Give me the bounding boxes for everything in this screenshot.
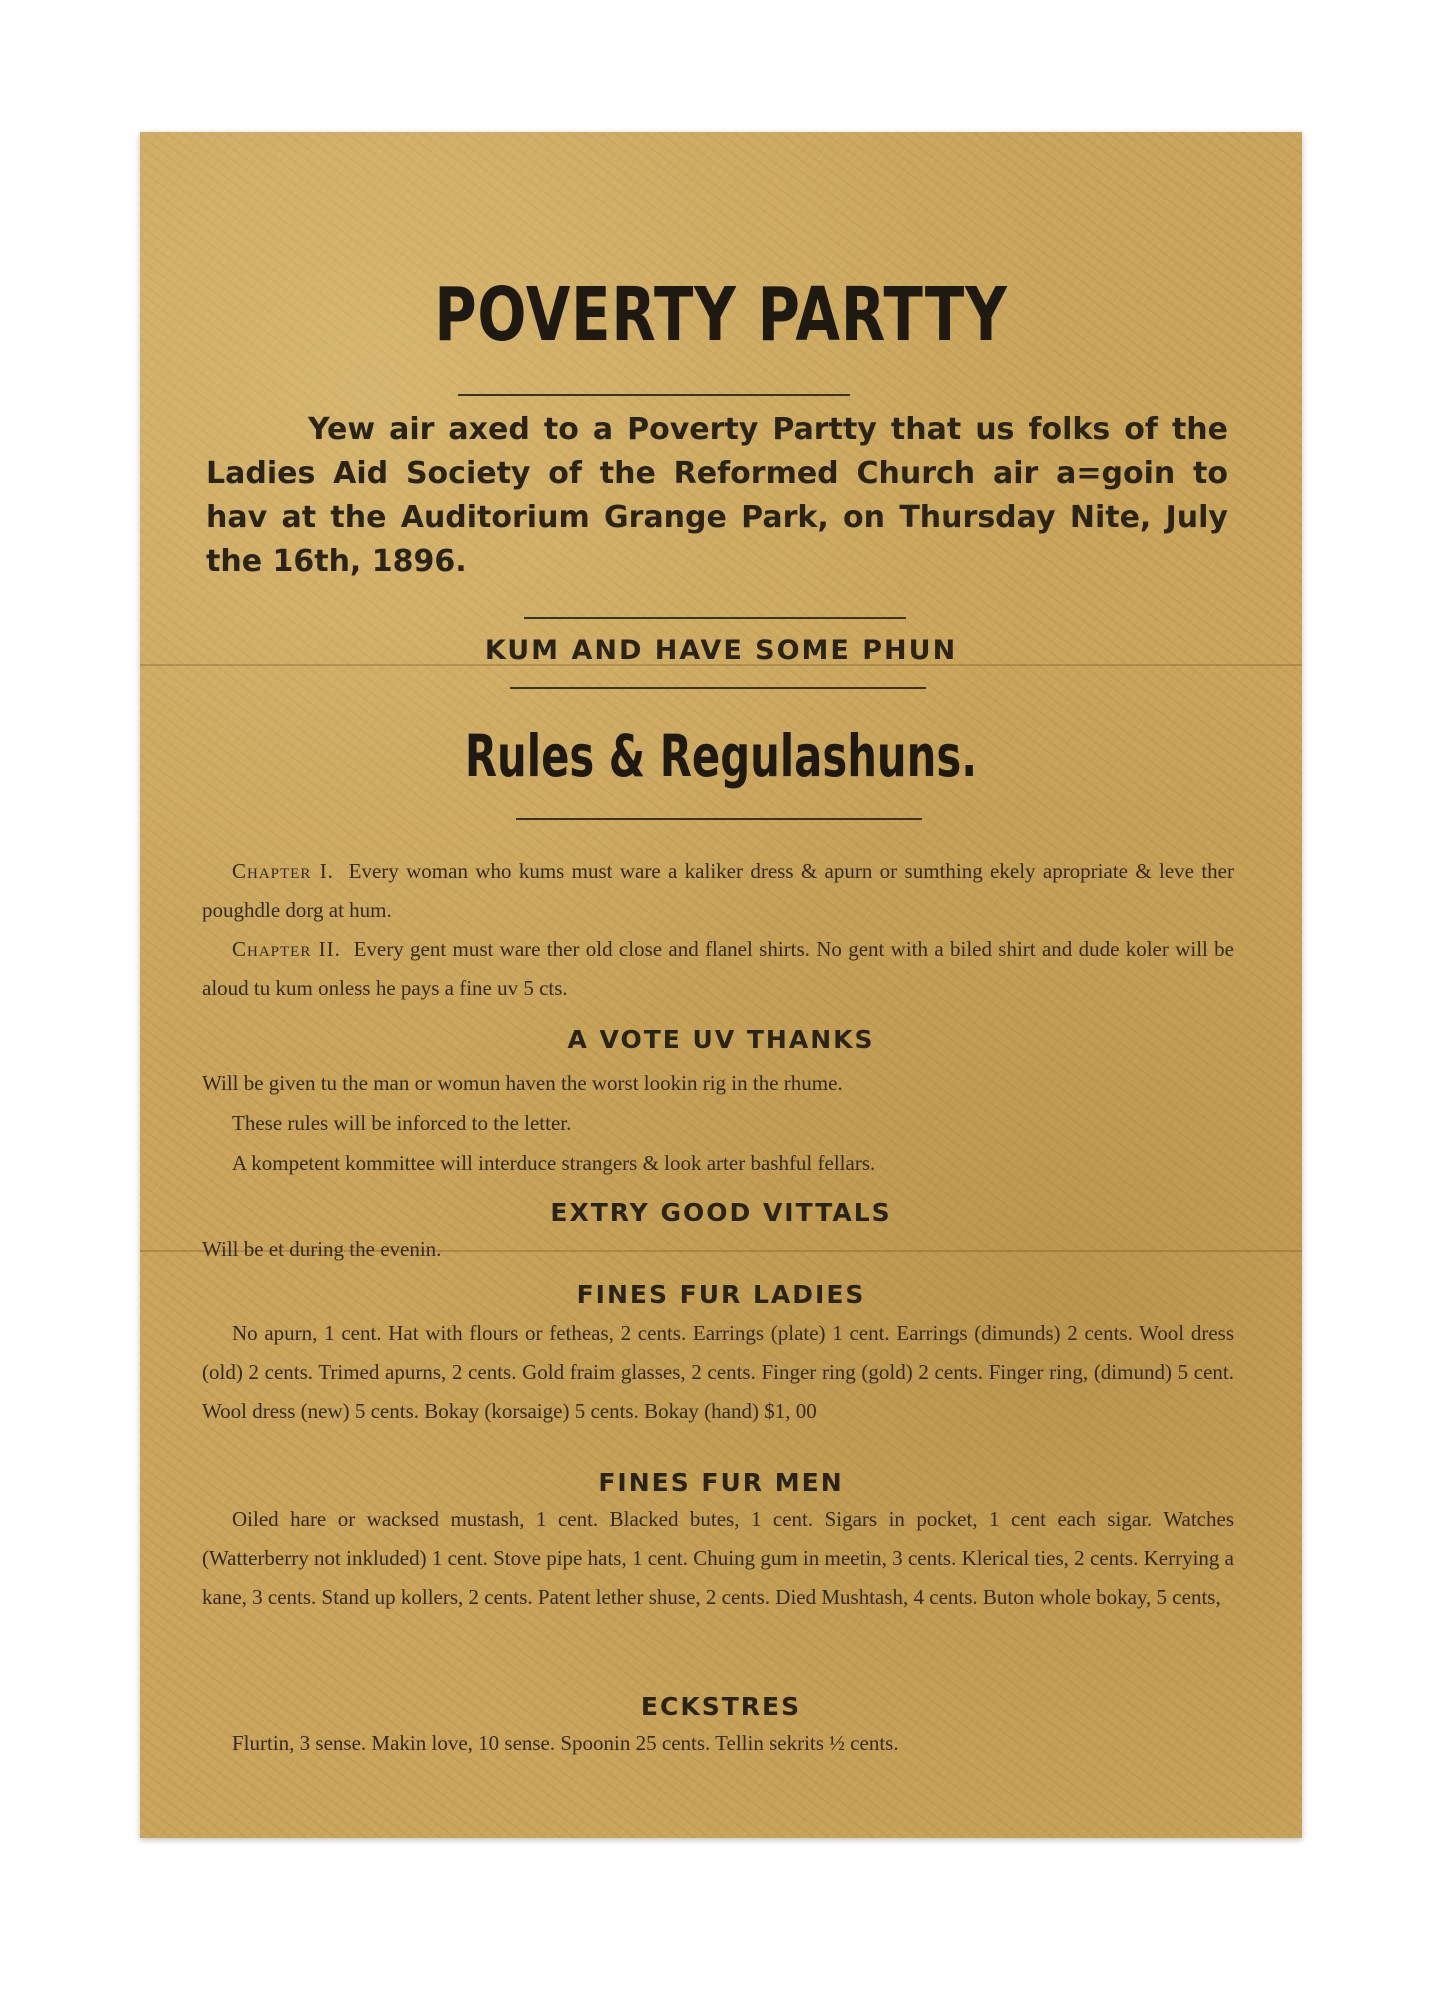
- vote-heading: A VOTE UV THANKS: [567, 1025, 875, 1054]
- rules-heading: Rules & Regulashuns.: [464, 722, 978, 790]
- ladies-heading: FINES FUR LADIES: [576, 1280, 866, 1309]
- invitation-text: Yew air axed to a Poverty Partty that us folks of the Ladies Aid Society of the Reformed Church air a=goin to hav at the Auditorium Grange Park, on Thursday Nite, July the 16th, 1896.: [206, 412, 1228, 579]
- chapter-1-label: Chapter I.: [232, 859, 334, 883]
- chapter-2: [202, 930, 1234, 1008]
- divider: [458, 394, 850, 396]
- poster-title: POVERTY PARTTY: [434, 272, 1008, 358]
- vittals-heading: EXTRY GOOD VITTALS: [550, 1198, 892, 1227]
- slogan-heading: KUM AND HAVE SOME PHUN: [484, 635, 958, 666]
- divider: [510, 687, 926, 689]
- extras-text: Flurtin, 3 sense. Makin love, 10 sense. Spoonin 25 cents. Tellin sekrits ½ cents.: [232, 1731, 899, 1755]
- chapter-2-label: Chapter II.: [232, 937, 341, 961]
- men-heading: FINES FUR MEN: [598, 1468, 844, 1497]
- men-fines-text: Oiled hare or wacksed mustash, 1 cent. Blacked butes, 1 cent. Sigars in pocket, 1 cent each sigar. Watches (Watterberry not inkluded) 1 cent. Stove pipe hats, 1 cent. Chuing gum in meetin, 3 cents. Klerical ties, 2 cents. Kerrying a kane, 3 cents. Stand up kollers, 2 cents. Patent lether shuse, 2 cents. Died Mushtash, 4 cents. Buton whole bokay, 5 cents,: [202, 1507, 1234, 1609]
- chapter-1: [202, 852, 1234, 930]
- divider: [516, 818, 922, 820]
- vote-line-1: Will be given tu the man or womun haven the worst lookin rig in the rhume.: [202, 1071, 843, 1095]
- extras-heading: ECKSTRES: [640, 1692, 802, 1721]
- vote-line-3: A kompetent kommittee will interduce strangers & look arter bashful fellars.: [232, 1151, 876, 1175]
- ladies-fines-text: No apurn, 1 cent. Hat with flours or fetheas, 2 cents. Earrings (plate) 1 cent. Earrings (dimunds) 2 cents. Wool dress (old) 2 cents. Trimed apurns, 2 cents. Gold fraim glasses, 2 cents. Finger ring (gold) 2 cents. Finger ring, (dimund) 5 cent. Wool dress (new) 5 cents. Bokay (korsaige) 5 cents. Bokay (hand) $1, 00: [202, 1321, 1234, 1423]
- vittals-text: Will be et during the evenin.: [202, 1237, 442, 1261]
- chapter-2-text: Every gent must ware ther old close and flanel shirts. No gent with a biled shirt and dude koler will be aloud tu kum onless he pays a fine uv 5 cts.: [202, 937, 1235, 1000]
- divider: [524, 617, 906, 619]
- vote-line-2: These rules will be inforced to the letter.: [232, 1111, 572, 1135]
- chapter-1-text: Every woman who kums must ware a kaliker dress & apurn or sumthing ekely apropriate & leve ther poughdle dorg at hum.: [202, 859, 1234, 922]
- handbill-sheet: [140, 132, 1302, 1838]
